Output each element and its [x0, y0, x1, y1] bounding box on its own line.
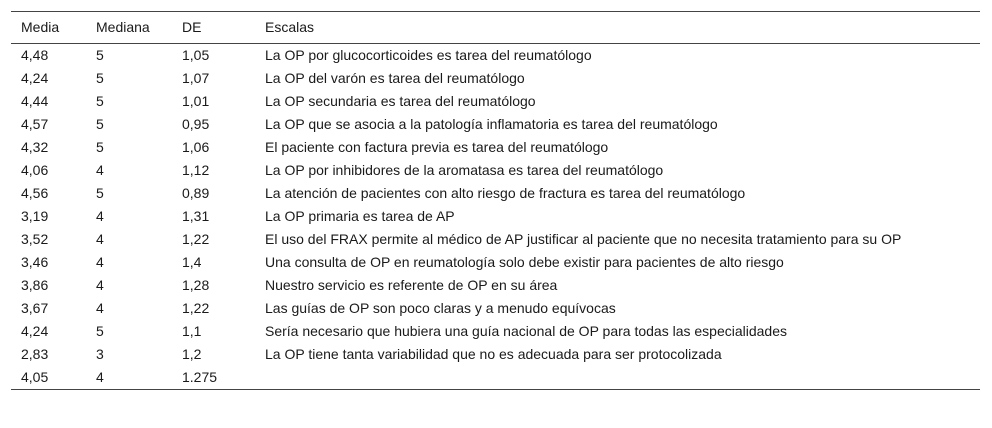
- header-mediana: Mediana: [96, 19, 150, 35]
- de-cell: 1,12: [182, 162, 210, 178]
- escalas-cell: La atención de pacientes con alto riesgo de fractura es tarea del reumatólogo: [265, 185, 746, 201]
- table-row: [11, 136, 980, 159]
- media-cell: 3,46: [21, 254, 49, 270]
- survey-table-container: [11, 11, 980, 390]
- media-cell: 3,52: [21, 231, 49, 247]
- escalas-cell: Las guías de OP son poco claras y a menudo equívocas: [265, 300, 616, 316]
- mediana-cell: 5: [96, 185, 104, 201]
- media-cell: 3,67: [21, 300, 49, 316]
- escalas-cell: Una consulta de OP en reumatología solo debe existir para pacientes de alto riesgo: [265, 254, 784, 270]
- header-escalas: Escalas: [265, 19, 315, 35]
- de-cell: 1,06: [182, 139, 210, 155]
- de-cell: 1,05: [182, 47, 210, 63]
- de-cell: 0,95: [182, 116, 210, 132]
- escalas-cell: La OP primaria es tarea de AP: [265, 208, 455, 224]
- media-cell: 4,06: [21, 162, 49, 178]
- escalas-cell: La OP secundaria es tarea del reumatólogo: [265, 93, 536, 109]
- de-cell: 0,89: [182, 185, 210, 201]
- mediana-cell: 5: [96, 47, 104, 63]
- escalas-cell: El uso del FRAX permite al médico de AP justificar al paciente que no necesita tratamiento para su OP: [265, 231, 902, 247]
- table-row: [11, 44, 980, 68]
- mediana-cell: 4: [96, 254, 104, 270]
- table-row: [11, 366, 980, 390]
- de-cell: 1,22: [182, 300, 210, 316]
- escalas-cell: Sería necesario que hubiera una guía nacional de OP para todas las especialidades: [265, 323, 787, 339]
- table-row: [11, 205, 980, 228]
- table-row: [11, 182, 980, 205]
- escalas-cell: La OP por inhibidores de la aromatasa es tarea del reumatólogo: [265, 162, 664, 178]
- mediana-cell: 3: [96, 346, 104, 362]
- table-row: [11, 251, 980, 274]
- table-row: [11, 274, 980, 297]
- table-row: [11, 228, 980, 251]
- de-cell: 1,1: [182, 323, 202, 339]
- media-cell: 4,32: [21, 139, 49, 155]
- table-row: [11, 90, 980, 113]
- escalas-cell: La OP tiene tanta variabilidad que no es adecuada para ser protocolizada: [265, 346, 722, 362]
- media-cell: 3,86: [21, 277, 49, 293]
- header-media: Media: [21, 19, 60, 35]
- escalas-cell: El paciente con factura previa es tarea del reumatólogo: [265, 139, 609, 155]
- mediana-cell: 5: [96, 116, 104, 132]
- mediana-cell: 4: [96, 231, 104, 247]
- de-cell: 1,07: [182, 70, 210, 86]
- mediana-cell: 5: [96, 139, 104, 155]
- media-cell: 4,57: [21, 116, 49, 132]
- media-cell: 2,83: [21, 346, 49, 362]
- survey-results-table: [11, 11, 980, 390]
- media-cell: 4,48: [21, 47, 49, 63]
- mediana-cell: 4: [96, 208, 104, 224]
- mediana-cell: 4: [96, 369, 104, 385]
- mediana-cell: 4: [96, 300, 104, 316]
- de-cell: 1,28: [182, 277, 210, 293]
- escalas-cell: [255, 366, 980, 390]
- escalas-cell: Nuestro servicio es referente de OP en su área: [265, 277, 558, 293]
- escalas-cell: La OP por glucocorticoides es tarea del reumatólogo: [265, 47, 592, 63]
- de-cell: 1,01: [182, 93, 210, 109]
- table-row: [11, 297, 980, 320]
- table-body: [11, 44, 980, 390]
- de-cell: 1,4: [182, 254, 202, 270]
- table-row: [11, 320, 980, 343]
- escalas-cell: La OP que se asocia a la patología inflamatoria es tarea del reumatólogo: [265, 116, 718, 132]
- media-cell: 4,44: [21, 93, 49, 109]
- escalas-cell: La OP del varón es tarea del reumatólogo: [265, 70, 525, 86]
- de-cell: 1,31: [182, 208, 210, 224]
- media-cell: 4,05: [21, 369, 49, 385]
- table-row: [11, 159, 980, 182]
- mediana-cell: 4: [96, 162, 104, 178]
- table-row: [11, 67, 980, 90]
- table-row: [11, 113, 980, 136]
- table-row: [11, 343, 980, 366]
- mediana-cell: 5: [96, 93, 104, 109]
- mediana-cell: 5: [96, 70, 104, 86]
- de-cell: 1.275: [182, 369, 218, 385]
- de-cell: 1,22: [182, 231, 210, 247]
- table-header-row: [11, 12, 980, 44]
- media-cell: 4,24: [21, 323, 49, 339]
- de-cell: 1,2: [182, 346, 202, 362]
- media-cell: 4,56: [21, 185, 49, 201]
- media-cell: 3,19: [21, 208, 49, 224]
- media-cell: 4,24: [21, 70, 49, 86]
- mediana-cell: 5: [96, 323, 104, 339]
- header-de: DE: [182, 19, 202, 35]
- mediana-cell: 4: [96, 277, 104, 293]
